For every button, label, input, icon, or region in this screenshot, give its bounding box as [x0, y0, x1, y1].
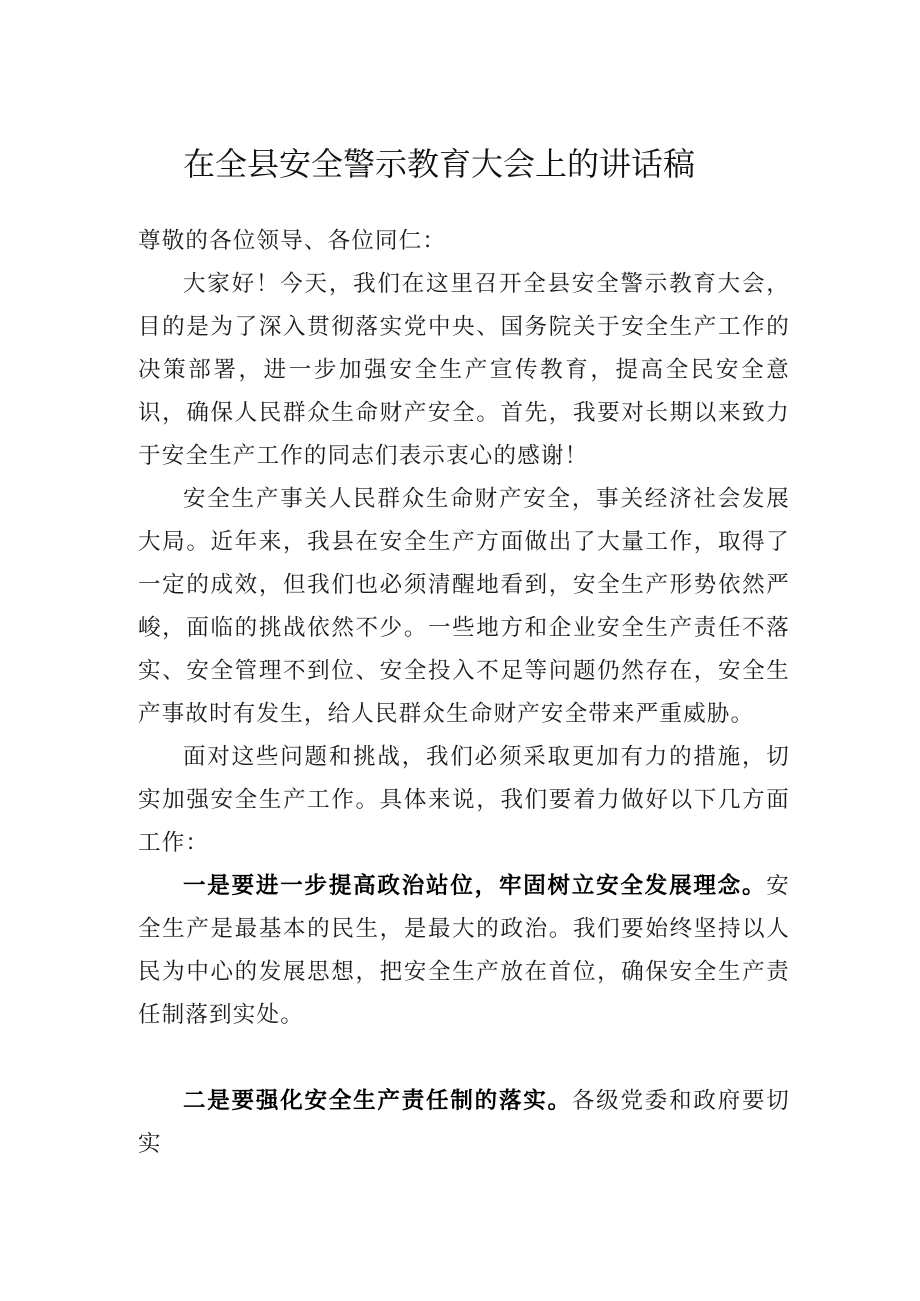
paragraph-text: 面对这些问题和挑战，我们必须采取更加有力的措施，切实加强安全生产工作。具体来说，我们要着力做好以下几方面工作： [138, 744, 790, 856]
paragraph-text: 各级党委和政府要切实 [138, 1088, 790, 1157]
paragraph-point-one [138, 865, 790, 1037]
salutation: 尊敬的各位领导、各位同仁： [138, 228, 447, 254]
paragraph-text: 安全生产事关人民群众生命财产安全，事关经济社会发展大局。近年来，我县在安全生产方面做出了大量工作，取得了一定的成效，但我们也必须清醒地看到，安全生产形势依然严峻，面临的挑战依然不少。一些地方和企业安全生产责任不落实、安全管理不到位、安全投入不足等问题仍然存在，安全生产事故时有发生，给人民群众生命财产安全带来严重威胁。 [138, 486, 790, 727]
paragraph-point-two [138, 1080, 790, 1166]
paragraph-text: 安全生产是最基本的民生，是最大的政治。我们要始终坚持以人民为中心的发展思想，把安全生产放在首位，确保安全生产责任制落到实处。 [138, 873, 790, 1028]
paragraph-text: 大家好！今天，我们在这里召开全县安全警示教育大会，目的是为了深入贯彻落实党中央、国务院关于安全生产工作的决策部署，进一步加强安全生产宣传教育，提高全民安全意识，确保人民群众生命财产安全。首先，我要对长期以来致力于安全生产工作的同志们表示衷心的感谢！ [138, 271, 790, 469]
paragraph-situation [138, 478, 790, 736]
document-body [138, 220, 790, 1166]
paragraph-lead: 一是要进一步提高政治站位，牢固树立安全发展理念。 [183, 873, 767, 899]
document-title: 在全县安全警示教育大会上的讲话稿 [183, 145, 696, 183]
paragraph-measures-intro [138, 736, 790, 865]
paragraph-greeting [138, 263, 790, 478]
paragraph-lead: 二是要强化安全生产责任制的落实。 [183, 1088, 572, 1114]
